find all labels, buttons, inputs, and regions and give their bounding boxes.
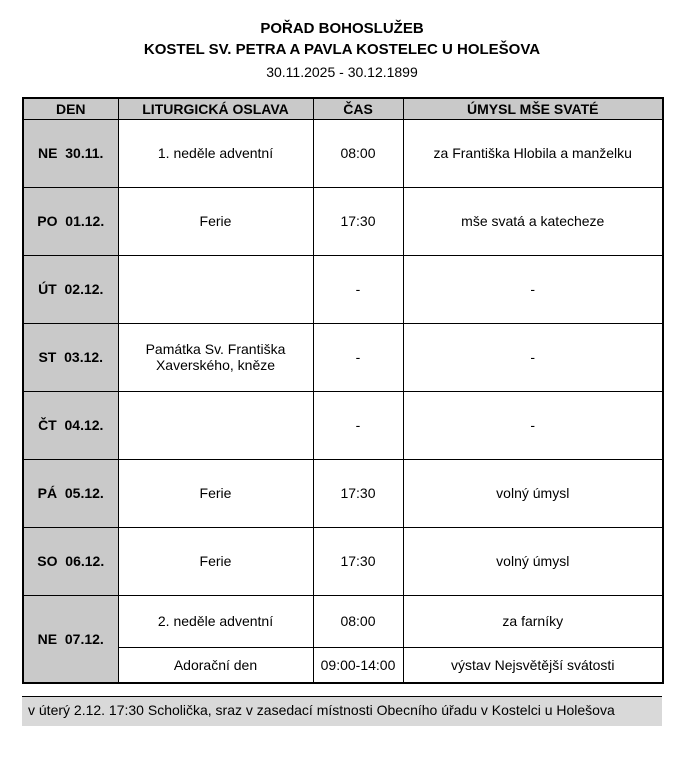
celebration-cell: Památka Sv. Františka Xaverského, kněze	[118, 323, 313, 391]
column-header-cas: ČAS	[313, 98, 403, 119]
time-cell: 08:00	[313, 595, 403, 647]
schedule-body	[23, 119, 663, 683]
intention-cell: výstav Nejsvětější svátosti	[403, 647, 663, 683]
time-cell: 08:00	[313, 119, 403, 187]
column-header-den: DEN	[23, 98, 118, 119]
intention-cell: mše svatá a katecheze	[403, 187, 663, 255]
date-range: 30.11.2025 - 30.12.1899	[266, 64, 418, 80]
celebration-cell: 2. neděle adventní	[118, 595, 313, 647]
day-cell: SO 06.12.	[23, 527, 118, 595]
column-header-liturgicka-oslava: LITURGICKÁ OSLAVA	[118, 98, 313, 119]
day-cell: ÚT 02.12.	[23, 255, 118, 323]
schedule-row	[23, 187, 663, 255]
intention-cell: volný úmysl	[403, 459, 663, 527]
celebration-cell	[118, 391, 313, 459]
header-row	[23, 98, 663, 119]
schedule-row	[23, 527, 663, 595]
schedule-table	[22, 97, 664, 684]
intention-cell: -	[403, 391, 663, 459]
schedule-row	[23, 323, 663, 391]
celebration-cell: 1. neděle adventní	[118, 119, 313, 187]
celebration-cell: Ferie	[118, 527, 313, 595]
schedule-row	[23, 255, 663, 323]
time-cell: 17:30	[313, 459, 403, 527]
day-cell: ČT 04.12.	[23, 391, 118, 459]
time-cell: -	[313, 391, 403, 459]
intention-cell: za farníky	[403, 595, 663, 647]
day-cell: PÁ 05.12.	[23, 459, 118, 527]
document-title: POŘAD BOHOSLUŽEB	[260, 20, 424, 37]
intention-cell: -	[403, 255, 663, 323]
intention-cell: -	[403, 323, 663, 391]
celebration-cell: Adorační den	[118, 647, 313, 683]
day-cell: ST 03.12.	[23, 323, 118, 391]
day-cell: NE 07.12.	[23, 595, 118, 683]
schedule-subrow	[23, 647, 663, 683]
schedule-header	[23, 98, 663, 119]
schedule-row	[23, 119, 663, 187]
time-cell: 09:00-14:00	[313, 647, 403, 683]
document-header	[0, 0, 684, 83]
intention-cell: volný úmysl	[403, 527, 663, 595]
time-cell: 17:30	[313, 187, 403, 255]
day-cell: PO 01.12.	[23, 187, 118, 255]
schedule-row	[23, 595, 663, 647]
schedule-row	[23, 459, 663, 527]
schedule-row	[23, 391, 663, 459]
column-header-umysl: ÚMYSL MŠE SVATÉ	[403, 98, 663, 119]
time-cell: -	[313, 255, 403, 323]
footer-note	[22, 696, 662, 726]
footer-note-text: v úterý 2.12. 17:30 Scholička, sraz v zasedací místnosti Obecního úřadu v Kostelci u Holešova	[28, 702, 615, 718]
celebration-cell: Ferie	[118, 187, 313, 255]
time-cell: 17:30	[313, 527, 403, 595]
celebration-cell	[118, 255, 313, 323]
day-cell: NE 30.11.	[23, 119, 118, 187]
intention-cell: za Františka Hlobila a manželku	[403, 119, 663, 187]
celebration-cell: Ferie	[118, 459, 313, 527]
time-cell: -	[313, 323, 403, 391]
church-name: KOSTEL SV. PETRA A PAVLA KOSTELEC U HOLEŠOVA	[143, 41, 541, 58]
